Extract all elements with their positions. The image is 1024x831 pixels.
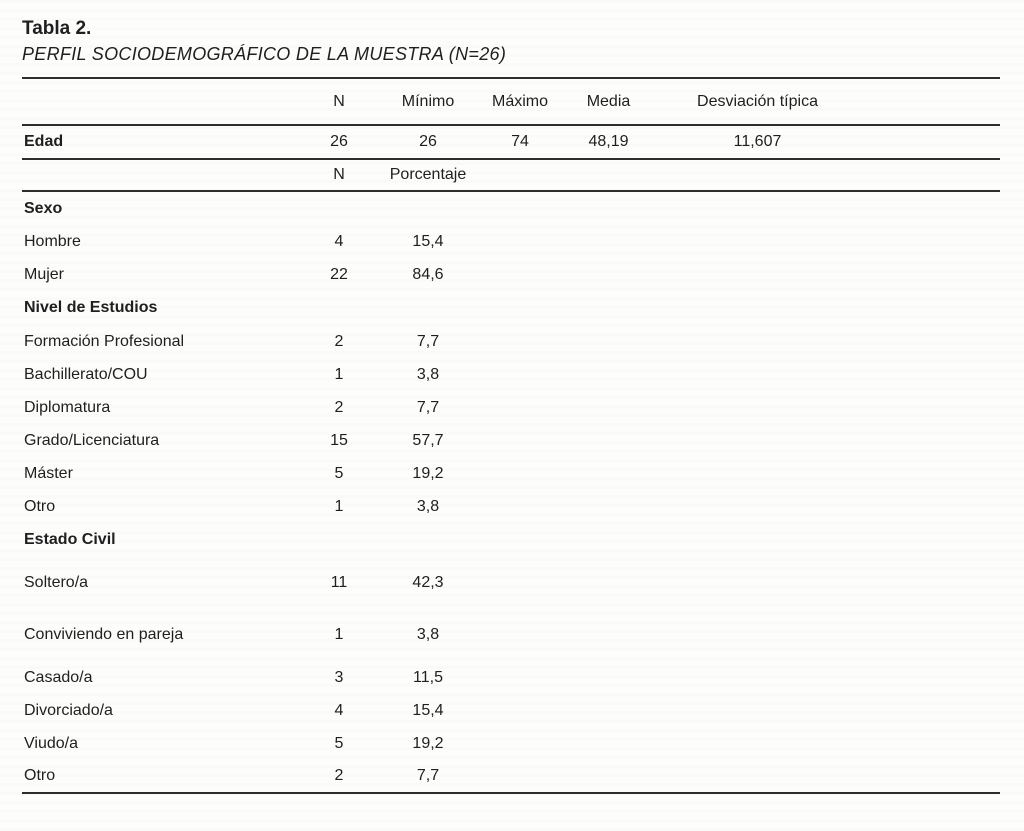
table-row-otro-civil: [22, 760, 1000, 793]
cell-n: 4: [334, 701, 344, 719]
cell-pct: 11,5: [413, 668, 443, 686]
cell-pct: 19,2: [412, 464, 444, 482]
table-row-divorciado: [22, 694, 1000, 727]
cell-pct: 3,8: [416, 365, 440, 383]
cell-n: 5: [334, 464, 344, 482]
cell-pct: 42,3: [412, 574, 444, 591]
freq-header-row: [22, 159, 1000, 191]
table-caption-title: PERFIL SOCIODEMOGRÁFICO DE LA MUESTRA (N=26): [22, 44, 507, 64]
cell-pct: 15,4: [412, 701, 444, 719]
cell-edad-sd: 11,607: [733, 133, 782, 150]
cell-pct: 7,7: [416, 332, 440, 350]
cell-label: Casado/a: [24, 668, 93, 686]
cell-edad-max: 74: [511, 133, 529, 150]
cell-label: Viudo/a: [24, 734, 78, 752]
cell-n: 1: [334, 626, 344, 643]
cell-n: 22: [330, 265, 348, 283]
col-header-n: N: [333, 92, 345, 110]
table-row-edad: [22, 125, 1000, 159]
cell-n: 2: [334, 398, 344, 416]
cell-pct: 7,7: [416, 767, 440, 784]
sociodemographic-table: [22, 77, 1000, 794]
cell-n: 1: [334, 497, 344, 515]
stats-header-blank: [22, 78, 300, 125]
freq-header-blank: [22, 159, 300, 191]
cell-label: Soltero/a: [24, 574, 89, 591]
col-header-media: Media: [586, 92, 631, 110]
table-caption-number: Tabla 2.: [22, 18, 92, 39]
section-label: Sexo: [24, 199, 63, 217]
cell-pct: 19,2: [412, 734, 444, 752]
cell-label: Bachillerato/COU: [24, 365, 148, 383]
freq-col-header-n: N: [333, 166, 345, 183]
cell-n: 2: [334, 767, 344, 784]
table-row-hombre: [22, 225, 1000, 258]
cell-pct: 57,7: [412, 431, 444, 449]
section-label: Nivel de Estudios: [24, 299, 158, 316]
section-header-nivel-de-estudios: [22, 291, 1000, 325]
col-header-min: Mínimo: [401, 92, 455, 110]
stats-header-row: [22, 78, 1000, 125]
cell-label: Hombre: [24, 232, 81, 250]
freq-col-header-pct: Porcentaje: [389, 166, 467, 183]
cell-pct: 7,7: [416, 398, 440, 416]
cell-pct: 15,4: [412, 232, 444, 250]
table-row-master: [22, 457, 1000, 490]
cell-label: Diplomatura: [24, 398, 111, 416]
cell-label: Divorciado/a: [24, 701, 113, 719]
cell-label: Formación Profesional: [24, 332, 185, 350]
section-header-estado-civil: [22, 523, 1000, 557]
section-label: Estado Civil: [24, 531, 116, 548]
table-row-viudo: [22, 727, 1000, 760]
cell-edad-min: 26: [419, 133, 437, 150]
cell-edad-label: Edad: [24, 133, 64, 150]
table-row-mujer: [22, 258, 1000, 291]
cell-pct: 3,8: [416, 497, 440, 515]
cell-n: 15: [330, 431, 348, 449]
table-row-soltero: [22, 557, 1000, 609]
cell-pct: 84,6: [412, 265, 444, 283]
col-header-max: Máximo: [491, 92, 548, 110]
cell-edad-n: 26: [330, 133, 348, 150]
cell-label: Conviviendo en pareja: [24, 626, 184, 643]
cell-label: Otro: [24, 497, 56, 515]
cell-n: 1: [334, 365, 344, 383]
cell-label: Máster: [24, 464, 73, 482]
cell-label: Mujer: [24, 265, 65, 283]
table-row-diplomatura: [22, 391, 1000, 424]
table-row-otro-estudios: [22, 490, 1000, 523]
table-row-formacion-profesional: [22, 325, 1000, 358]
section-header-sexo: [22, 191, 1000, 225]
cell-n: 2: [334, 332, 344, 350]
table-row-conviviendo-en-pareja: [22, 609, 1000, 661]
cell-n: 3: [334, 668, 344, 686]
cell-n: 11: [330, 574, 348, 591]
col-header-sd: Desviación típica: [697, 92, 818, 110]
cell-n: 5: [334, 734, 344, 752]
table-row-casado: [22, 661, 1000, 694]
cell-label: Otro: [24, 767, 56, 784]
cell-label: Grado/Licenciatura: [24, 431, 160, 449]
cell-pct: 3,8: [416, 626, 440, 643]
table-row-bachillerato-cou: [22, 358, 1000, 391]
cell-n: 4: [334, 232, 344, 250]
cell-edad-media: 48,19: [588, 133, 629, 150]
table-row-grado-licenciatura: [22, 424, 1000, 457]
